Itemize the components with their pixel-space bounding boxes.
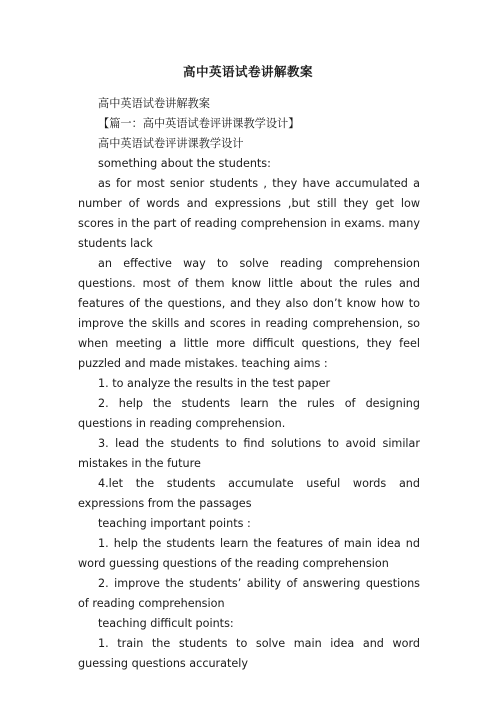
paragraph-important-2: 2. improve the students’ ability of answering questions of reading comprehension bbox=[78, 577, 420, 610]
paragraph-students-heading: something about the students: bbox=[98, 157, 271, 170]
paragraph-students-body-1: as for most senior students , they have accumulated a number of words and expressions ,but still they get low scores in the part of reading comprehension in exams. many students lack bbox=[78, 177, 420, 250]
paragraph-aim-3: 3. lead the students to find solutions to avoid similar mistakes in the future bbox=[78, 437, 420, 470]
document-body bbox=[78, 94, 420, 674]
paragraph-aim-2: 2. help the students learn the rules of designing questions in reading comprehension. bbox=[78, 397, 420, 430]
paragraph-section-title: 高中英语试卷评讲课教学设计 bbox=[98, 137, 244, 150]
paragraph-students-body-2: an effective way to solve reading comprehension questions. most of them know little about the rules and features of the questions, and they also don’t know how to improve the skills and scores in reading comprehension, so when meeting a little more difficult questions, they feel puzzled and made mistakes. teaching aims : bbox=[78, 257, 420, 370]
paragraph-subtitle: 高中英语试卷讲解教案 bbox=[98, 97, 210, 110]
paragraph-important-heading: teaching important points : bbox=[98, 517, 251, 530]
document-title: 高中英语试卷讲解教案 bbox=[182, 64, 313, 79]
paragraph-difficult-heading: teaching difficult points: bbox=[98, 617, 234, 630]
paragraph-aim-4: 4.let the students accumulate useful words and expressions from the passages bbox=[78, 477, 420, 510]
paragraph-difficult-1: 1. train the students to solve main idea and word guessing questions accurately bbox=[78, 637, 420, 670]
paragraph-section-heading: 【篇一：高中英语试卷评讲课教学设计】 bbox=[98, 117, 300, 130]
paragraph-important-1: 1. help the students learn the features of main idea nd word guessing questions of the reading comprehension bbox=[78, 537, 420, 570]
paragraph-aim-1: 1. to analyze the results in the test paper bbox=[98, 377, 331, 390]
